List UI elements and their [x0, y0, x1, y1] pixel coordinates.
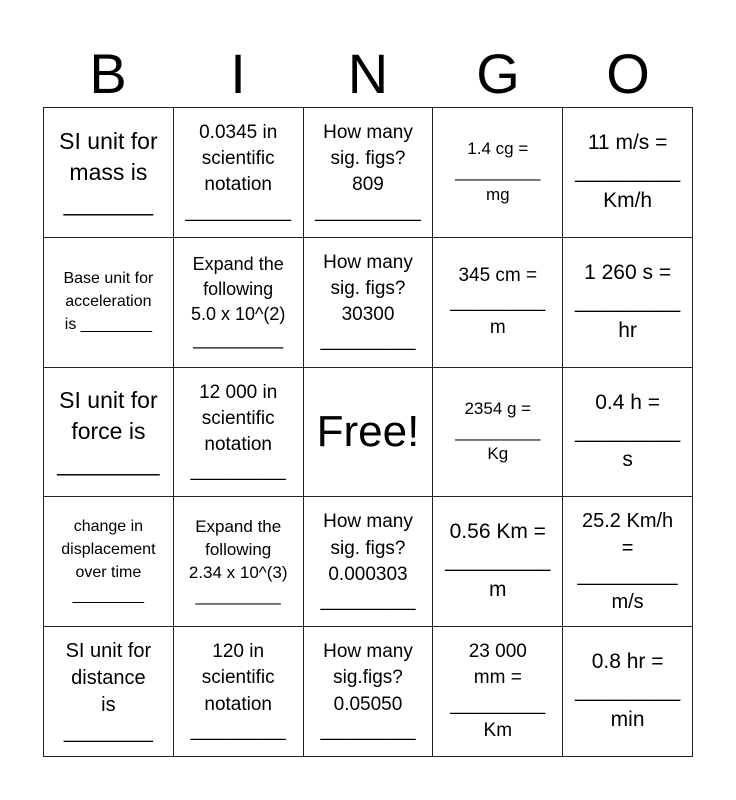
- bingo-cell-n1: [304, 108, 434, 238]
- header-letter-b: B: [89, 42, 127, 105]
- cell-text: 0.8 hr = _________ min: [575, 650, 681, 732]
- cell-text: 120 in scientific notation _________: [190, 641, 286, 741]
- bingo-cell-n2: [304, 238, 434, 368]
- free-space-cell: [304, 368, 434, 498]
- cell-text: Expand the following 5.0 x 10^(2) _________: [190, 253, 286, 350]
- cell-text: How many sig. figs? 809 __________: [315, 121, 421, 222]
- bingo-cell-g1: [433, 108, 563, 238]
- bingo-cell-b4: [44, 497, 174, 627]
- cell-text: SI unit for force is ________: [57, 387, 160, 476]
- cell-text: 25.2 Km/h = _________ m/s: [577, 509, 678, 613]
- bingo-cell-i5: [174, 627, 304, 757]
- bingo-cell-o2: [563, 238, 693, 368]
- cell-text: SI unit for distance is ________: [63, 639, 153, 743]
- cell-text: How many sig. figs? 0.000303 _________: [320, 511, 416, 611]
- cell-text: 12 000 in scientific notation _________: [190, 381, 286, 482]
- bingo-cell-i3: [174, 368, 304, 498]
- cell-text: SI unit for mass is _______: [59, 127, 158, 216]
- cell-text: change in displacement over time ________: [61, 518, 156, 604]
- bingo-cell-n5: [304, 627, 434, 757]
- free-space-label: Free!: [316, 406, 420, 456]
- cell-text: 1.4 cg = _________ mg: [455, 138, 541, 204]
- cell-text: How many sig.figs? 0.05050 _________: [320, 641, 416, 741]
- header-letter-n: N: [347, 42, 389, 105]
- cell-text: 11 m/s = _________ Km/h: [575, 130, 681, 212]
- cell-text: 1 260 s = _________ hr: [575, 260, 681, 342]
- bingo-cell-b5: [44, 627, 174, 757]
- bingo-header: [43, 40, 693, 108]
- bingo-cell-i1: [174, 108, 304, 238]
- cell-text: How many sig. figs? 30300 _________: [320, 251, 416, 352]
- header-letter-i: I: [230, 42, 246, 105]
- cell-text: Base unit for acceleration is ________: [63, 270, 154, 333]
- bingo-cell-o5: [563, 627, 693, 757]
- bingo-cell-g5: [433, 627, 563, 757]
- bingo-cell-n4: [304, 497, 434, 627]
- cell-text: 23 000 mm = _________ Km: [450, 641, 546, 741]
- bingo-cell-g2: [433, 238, 563, 368]
- bingo-cell-b2: [44, 238, 174, 368]
- bingo-cell-i4: [174, 497, 304, 627]
- bingo-cell-o4: [563, 497, 693, 627]
- bingo-cell-o3: [563, 368, 693, 498]
- header-letter-g: G: [476, 42, 520, 105]
- bingo-cell-i2: [174, 238, 304, 368]
- bingo-cell-o1: [563, 108, 693, 238]
- bingo-cell-b3: [44, 368, 174, 498]
- cell-text: 0.0345 in scientific notation __________: [185, 121, 292, 222]
- bingo-cell-b1: [44, 108, 174, 238]
- bingo-cell-g4: [433, 497, 563, 627]
- bingo-board: [43, 107, 693, 757]
- cell-text: 0.4 h = _________ s: [575, 390, 681, 472]
- bingo-cell-g3: [433, 368, 563, 498]
- header-letter-o: O: [606, 42, 650, 105]
- cell-text: 345 cm = _________ m: [450, 264, 546, 339]
- cell-text: 0.56 Km = _________ m: [445, 520, 551, 602]
- cell-text: Expand the following 2.34 x 10^(3) _________: [188, 516, 288, 605]
- cell-text: 2354 g = _________ Kg: [455, 398, 541, 464]
